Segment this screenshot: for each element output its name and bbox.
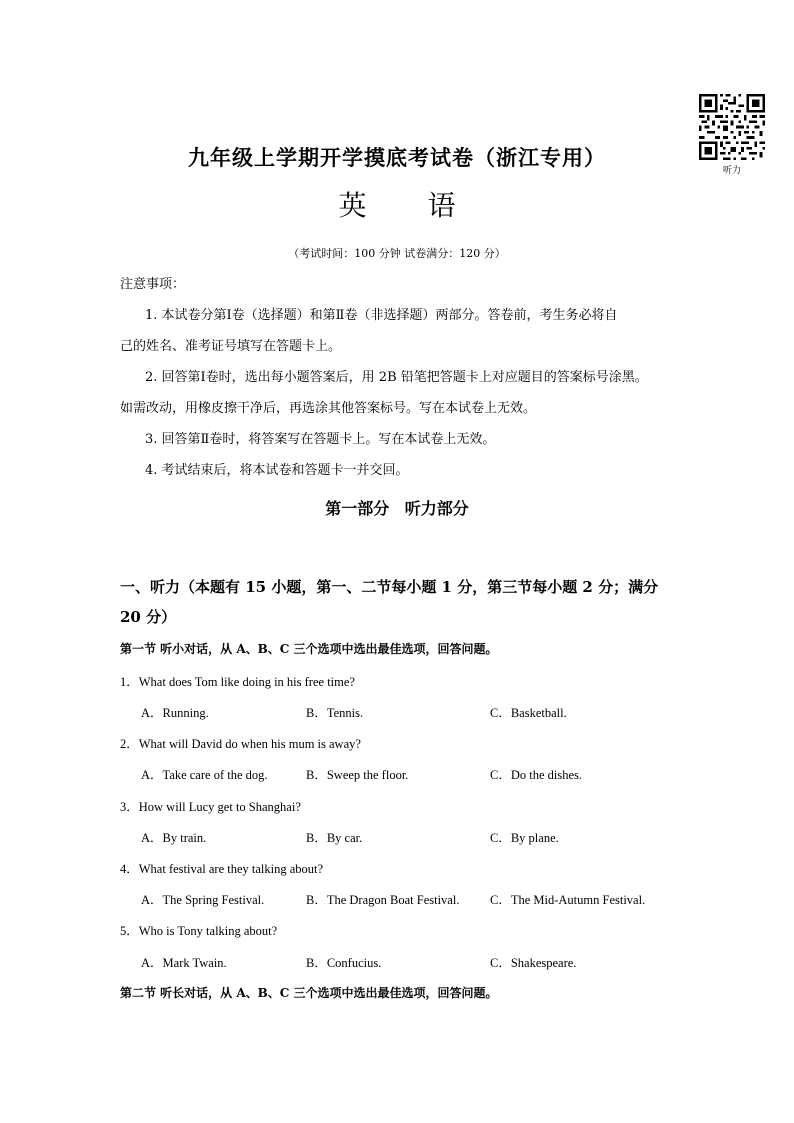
note-item-1-line-2: 己的姓名、准考证号填写在答题卡上。 bbox=[120, 339, 342, 354]
section-title-line-2: 20 分） bbox=[120, 608, 177, 626]
question-1-option-a: A．Running. bbox=[141, 706, 209, 720]
question-1: 1．What does Tom like doing in his free time? bbox=[120, 675, 355, 689]
note-item-2-line-2: 如需改动，用橡皮擦干净后，再选涂其他答案标号。写在本试卷上无效。 bbox=[120, 401, 537, 416]
question-2: 2．What will David do when his mum is away? bbox=[120, 737, 361, 751]
question-2-option-a: A．Take care of the dog. bbox=[141, 768, 268, 782]
section-title-line-1: 一、听力（本题有 15 小题，第一、二节每小题 1 分，第三节每小题 2 分；满分 bbox=[120, 578, 659, 596]
question-2-option-b: B．Sweep the floor. bbox=[306, 768, 409, 782]
question-5-option-a: A．Mark Twain. bbox=[141, 956, 227, 970]
qr-label: 听力 bbox=[722, 166, 741, 176]
note-item-3: 3. 回答第Ⅱ卷时，将答案写在答题卡上。写在本试卷上无效。 bbox=[145, 432, 496, 447]
page-title: 九年级上学期开学摸底考试卷（浙江专用） bbox=[188, 145, 606, 170]
note-item-2-line-1: 2. 回答第Ⅰ卷时，选出每小题答案后，用 2B 铅笔把答题卡上对应题目的答案标号涂黑。 bbox=[145, 370, 648, 385]
question-5: 5．Who is Tony talking about? bbox=[120, 924, 278, 938]
question-3-option-c: C．By plane. bbox=[490, 831, 559, 845]
question-4-option-c: C．The Mid-Autumn Festival. bbox=[490, 893, 646, 907]
question-4-option-a: A．The Spring Festival. bbox=[141, 893, 265, 907]
note-item-4: 4. 考试结束后，将本试卷和答题卡一并交回。 bbox=[145, 463, 409, 478]
question-3-option-b: B．By car. bbox=[306, 831, 363, 845]
question-5-option-b: B．Confucius. bbox=[306, 956, 382, 970]
question-5-option-c: C．Shakespeare. bbox=[490, 956, 577, 970]
question-3: 3．How will Lucy get to Shanghai? bbox=[120, 800, 301, 814]
part-title: 第一部分 听力部分 bbox=[325, 499, 469, 518]
notes-heading: 注意事项： bbox=[120, 277, 186, 292]
question-4: 4．What festival are they talking about? bbox=[120, 862, 324, 876]
subsection-2-heading: 第二节 听长对话，从 A、B、C 三个选项中选出最佳选项，回答问题。 bbox=[120, 986, 498, 1000]
subsection-1-heading: 第一节 听小对话，从 A、B、C 三个选项中选出最佳选项，回答问题。 bbox=[120, 642, 498, 656]
question-1-option-b: B．Tennis. bbox=[306, 706, 364, 720]
subject-title: 英 语 bbox=[338, 189, 482, 222]
question-3-option-a: A．By train. bbox=[141, 831, 207, 845]
question-4-option-b: B．The Dragon Boat Festival. bbox=[306, 893, 460, 907]
question-1-option-c: C．Basketball. bbox=[490, 706, 567, 720]
question-2-option-c: C．Do the dishes. bbox=[490, 768, 583, 782]
note-item-1-line-1: 1. 本试卷分第Ⅰ卷（选择题）和第Ⅱ卷（非选择题）两部分。答卷前，考生务必将自 bbox=[145, 308, 618, 323]
exam-info: （考试时间：100 分钟 试卷满分：120 分） bbox=[288, 247, 506, 260]
